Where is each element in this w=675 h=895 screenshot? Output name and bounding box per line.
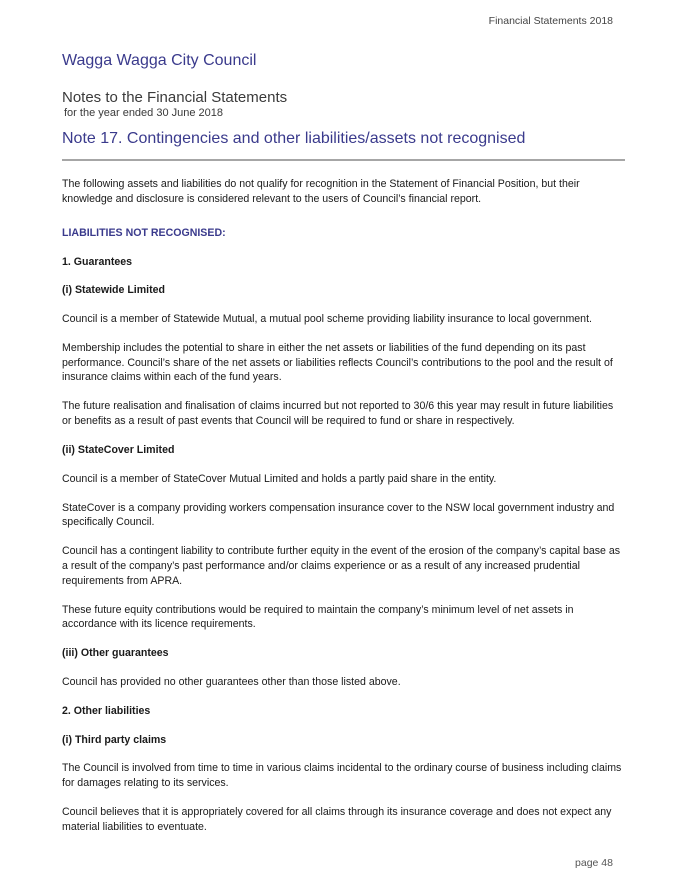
paragraph: StateCover is a company providing workers compensation insurance cover to the NSW local government industry and specifically Council.	[62, 501, 615, 529]
note-body	[62, 177, 622, 849]
heading-divider	[62, 159, 625, 161]
paragraph: Membership includes the potential to share in either the net assets or liabilities of the fund depending on its past performance. Council’s share of the net assets or liabilities reflects Council’s contributions to the pool and the result of insurance claims within each of the fund years.	[62, 342, 613, 384]
paragraph: The future realisation and finalisation of claims incurred but not reported to 30/6 this year may result in future liabilities or benefits as a result of past events that Council will be required to fund or share in respectively.	[62, 400, 614, 427]
paragraph: Council has a contingent liability to contribute further equity in the event of the erosion of the company’s capital base as a result of the company’s past performance and/or claims experience or as a result of any increased prudential requirements from APRA.	[62, 545, 621, 587]
note-heading: Note 17. Contingencies and other liabilities/assets not recognised	[62, 130, 526, 147]
heading-other-guarantees: (iii) Other guarantees	[62, 647, 169, 660]
heading-third-party: (i) Third party claims	[62, 733, 167, 746]
notes-title: Notes to the Financial Statements	[62, 89, 288, 106]
paragraph: Council has provided no other guarantees other than those listed above.	[62, 675, 401, 688]
intro-paragraph: The following assets and liabilities do not qualify for recognition in the Statement of Financial Position, but their knowledge and disclosure is considered relevant to the users of Council’s financial report.	[62, 178, 580, 205]
heading-statecover: (ii) StateCover Limited	[62, 444, 175, 457]
page-number: page 48	[575, 857, 613, 869]
paragraph: Council is a member of StateCover Mutual Limited and holds a partly paid share in the entity.	[62, 472, 497, 485]
paragraph: The Council is involved from time to time in various claims incidental to the ordinary course of business including claims for damages relating to its services.	[62, 762, 622, 789]
year-subtitle: for the year ended 30 June 2018	[64, 107, 224, 119]
council-name: Wagga Wagga City Council	[62, 52, 257, 69]
paragraph: These future equity contributions would be required to maintain the company’s minimum level of net assets in accordance with its licence requirements.	[62, 603, 574, 631]
heading-statewide: (i) Statewide Limited	[62, 284, 166, 297]
heading-other-liabilities: 2. Other liabilities	[62, 705, 151, 718]
section-label: LIABILITIES NOT RECOGNISED:	[62, 227, 226, 240]
paragraph: Council believes that it is appropriately covered for all claims through its insurance coverage and does not expect any material liabilities to eventuate.	[62, 805, 612, 833]
heading-guarantees: 1. Guarantees	[62, 255, 133, 268]
paragraph: Council is a member of Statewide Mutual, a mutual pool scheme providing liability insurance to local government.	[62, 312, 592, 325]
document-header-label: Financial Statements 2018	[488, 15, 613, 27]
